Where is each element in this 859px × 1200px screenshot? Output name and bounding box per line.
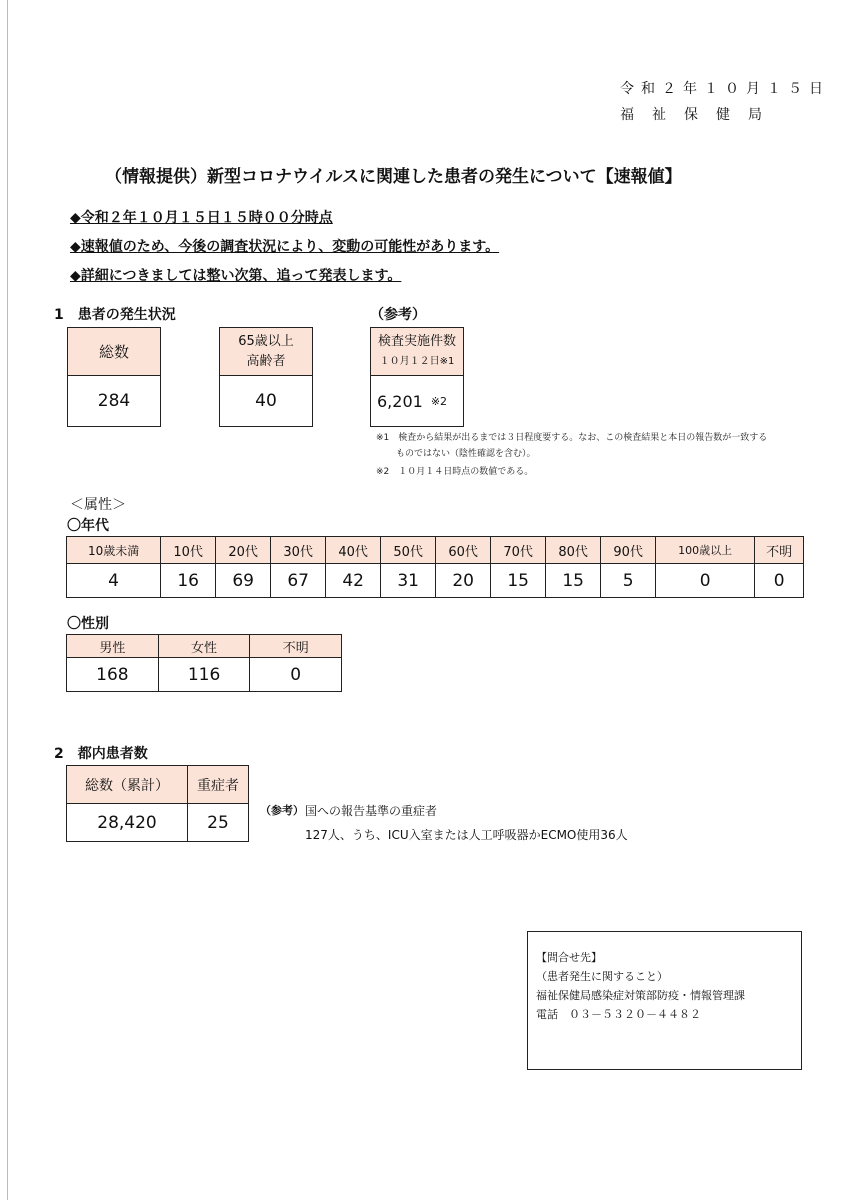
- cumulative-header-row: [67, 766, 249, 804]
- section1-heading: 1 患者の発生状況: [54, 307, 176, 323]
- total-box: [67, 327, 161, 427]
- age-value: 31: [381, 564, 436, 598]
- page-title: （情報提供）新型コロナウイルスに関連した患者の発生について【速報値】: [105, 167, 682, 187]
- page-edge: [7, 0, 8, 1200]
- attributes-heading: ＜属性＞: [70, 497, 126, 513]
- contact-line2: 福祉保健局感染症対策部防疫・情報管理課: [536, 989, 745, 1002]
- age-label: 40代: [326, 537, 381, 564]
- gender-header-row: [67, 635, 342, 658]
- tests-label-line1: 検査実施件数: [377, 333, 456, 349]
- gender-label: 女性: [158, 635, 250, 658]
- report-date: 令和２年１０月１５日: [620, 81, 830, 97]
- age-heading: 〇年代: [67, 518, 109, 534]
- reference-line1: 国への報告基準の重症者: [305, 804, 438, 818]
- age-value: 16: [161, 564, 216, 598]
- age-value: 20: [436, 564, 491, 598]
- age-value: 5: [601, 564, 656, 598]
- age-value: 0: [656, 564, 755, 598]
- total-label: 総数: [68, 328, 160, 376]
- note-1a: ※1 検査から結果が出るまでは３日程度要する。なお、この検査結果と本日の報告数が一致する: [376, 433, 768, 443]
- age-table: [66, 536, 804, 598]
- gender-table: [66, 634, 342, 692]
- tests-header: [371, 328, 463, 376]
- gender-value-row: [67, 658, 342, 692]
- elderly-label-line2: 高齢者: [246, 353, 286, 369]
- age-label: 不明: [755, 537, 804, 564]
- bullet-preliminary: ◆速報値のため、今後の調査状況により、変動の可能性があります。: [70, 239, 500, 255]
- gender-heading: 〇性別: [67, 616, 109, 632]
- age-label: 90代: [601, 537, 656, 564]
- age-label: 100歳以上: [656, 537, 755, 564]
- severe-value: 25: [188, 804, 249, 842]
- contact-line3: 電話 ０３－５３２０－４４８２: [536, 1008, 701, 1021]
- age-label: 80代: [546, 537, 601, 564]
- gender-value: 0: [250, 658, 342, 692]
- section2-heading: 2 都内患者数: [54, 746, 148, 762]
- reference-label: （参考）: [260, 804, 304, 817]
- age-label: 20代: [216, 537, 271, 564]
- age-value: 67: [271, 564, 326, 598]
- contact-heading: 【問合せ先】: [536, 951, 602, 964]
- reference-line2: 127人、うち、ICU入室または人工呼吸器かECMO使用36人: [305, 828, 628, 842]
- age-label: 70代: [491, 537, 546, 564]
- age-label: 50代: [381, 537, 436, 564]
- age-value: 42: [326, 564, 381, 598]
- elderly-header: [220, 328, 312, 376]
- cumulative-value-row: [67, 804, 249, 842]
- elderly-box: [219, 327, 313, 427]
- age-label: 10歳未満: [67, 537, 161, 564]
- elderly-value: 40: [255, 391, 277, 411]
- tests-mark: ※2: [430, 394, 448, 408]
- age-value: 15: [546, 564, 601, 598]
- tests-value-cell: [371, 376, 463, 426]
- bureau-name: 福祉保健局: [620, 107, 780, 123]
- cumulative-table: [66, 765, 249, 842]
- age-label: 30代: [271, 537, 326, 564]
- age-header-row: [67, 537, 804, 564]
- cumulative-value: 28,420: [67, 804, 188, 842]
- age-value: 0: [755, 564, 804, 598]
- age-label: 60代: [436, 537, 491, 564]
- cumulative-label: 総数（累計）: [67, 766, 188, 804]
- tests-value: 6,201: [377, 391, 423, 411]
- age-label: 10代: [161, 537, 216, 564]
- age-value: 69: [216, 564, 271, 598]
- severe-label: 重症者: [188, 766, 249, 804]
- gender-value: 116: [158, 658, 250, 692]
- tests-label-line2: １０月１２日※1: [379, 355, 455, 367]
- note-2: ※2 １０月１４日時点の数値である。: [376, 467, 534, 477]
- bullet-details: ◆詳細につきましては整い次第、追って発表します。: [70, 268, 402, 284]
- tests-box: [370, 327, 464, 427]
- total-value: 284: [97, 391, 131, 411]
- elderly-label-line1: 65歳以上: [238, 333, 294, 349]
- note-1b: ものではない（陰性確認を含む）。: [396, 449, 536, 459]
- age-value: 15: [491, 564, 546, 598]
- gender-label: 男性: [67, 635, 159, 658]
- age-value: 4: [67, 564, 161, 598]
- contact-line1: （患者発生に関すること）: [536, 970, 668, 983]
- contact-box: [527, 931, 802, 1070]
- gender-label: 不明: [250, 635, 342, 658]
- gender-value: 168: [67, 658, 159, 692]
- bullet-timestamp: ◆令和２年１０月１５日１５時００分時点: [70, 210, 333, 226]
- reference-heading: （参考）: [370, 307, 426, 323]
- age-value-row: [67, 564, 804, 598]
